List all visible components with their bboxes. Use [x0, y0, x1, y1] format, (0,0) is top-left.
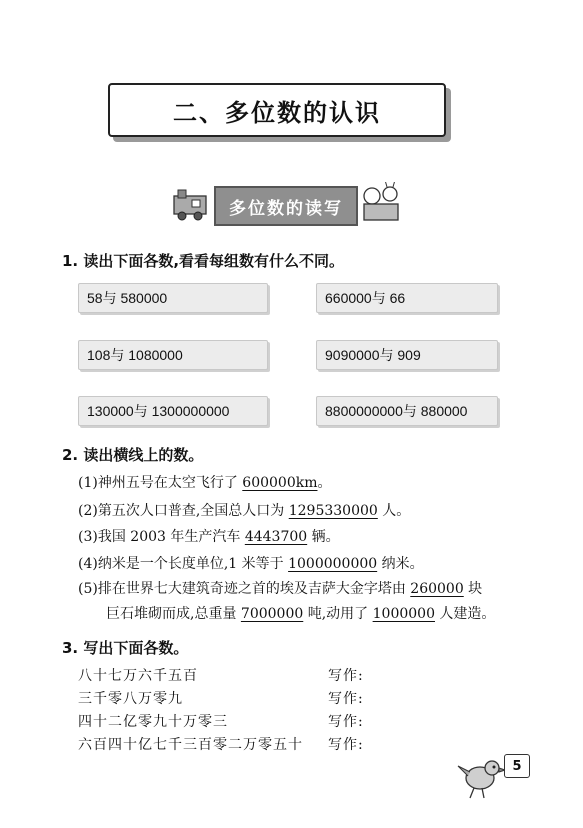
question-2-heading: 2. 读出横线上的数。: [62, 446, 204, 464]
item-text: 巨石堆砌而成,总重量: [106, 606, 241, 622]
read-item: [78, 578, 482, 598]
question-3-heading: 3. 写出下面各数。: [62, 639, 189, 657]
number-card: 130000与 1300000000: [78, 396, 268, 426]
chapter-banner: [108, 83, 446, 137]
underlined-number: 1295330000: [288, 503, 378, 519]
underlined-number: 1000000: [372, 606, 435, 622]
write-label: 写作:: [328, 714, 364, 730]
item-text: 块: [463, 581, 483, 597]
children-icon: [358, 182, 404, 224]
number-card: 8800000000与 880000: [316, 396, 498, 426]
chinese-number: 四十二亿零九十万零三: [78, 714, 228, 730]
read-item: [78, 472, 331, 492]
item-text: 辆。: [307, 529, 340, 545]
page-number: 5: [504, 754, 530, 778]
section-banner: [214, 186, 358, 226]
chinese-number: 三千零八万零九: [78, 691, 183, 707]
bird-icon: [456, 752, 506, 800]
chinese-number: 八十七万六千五百: [78, 668, 198, 684]
item-text: 人建造。: [434, 606, 496, 622]
write-label: 写作:: [328, 668, 364, 684]
chapter-title: 二、多位数的认识: [173, 98, 381, 127]
underlined-number: 260000: [410, 581, 464, 597]
item-text: 人。: [377, 503, 411, 519]
read-item: [78, 500, 410, 520]
read-item: [78, 526, 340, 546]
item-text: 纳米。: [377, 556, 424, 572]
item-text: (2)第五次人口普查,全国总人口为: [78, 503, 289, 519]
number-card: 9090000与 909: [316, 340, 498, 370]
number-card: 58与 580000: [78, 283, 268, 313]
underlined-number: 7000000: [240, 606, 304, 622]
item-text: (5)排在世界七大建筑奇迹之首的埃及吉萨大金字塔由: [78, 581, 411, 597]
read-item-continued: [106, 603, 495, 623]
write-label: 写作:: [328, 737, 364, 753]
underlined-number: 1000000000: [288, 556, 378, 572]
write-label: 写作:: [328, 691, 364, 707]
chinese-number: 六百四十亿七千三百零二万零五十: [78, 737, 303, 753]
question-1-heading: 1. 读出下面各数,看看每组数有什么不同。: [62, 252, 345, 270]
number-card: 660000与 66: [316, 283, 498, 313]
item-text: (4)纳米是一个长度单位,1 米等于: [78, 556, 289, 572]
number-card: 108与 1080000: [78, 340, 268, 370]
underlined-number: 4443700: [244, 529, 308, 545]
read-item: [78, 553, 424, 573]
item-text: 。: [317, 475, 332, 491]
train-icon: [170, 186, 214, 222]
item-text: (1)神州五号在太空飞行了: [78, 475, 243, 491]
underlined-number: 600000km: [242, 475, 318, 491]
section-title: 多位数的读写: [229, 198, 343, 219]
item-text: 吨,动用了: [303, 606, 373, 622]
item-text: (3)我国 2003 年生产汽车: [78, 529, 245, 545]
